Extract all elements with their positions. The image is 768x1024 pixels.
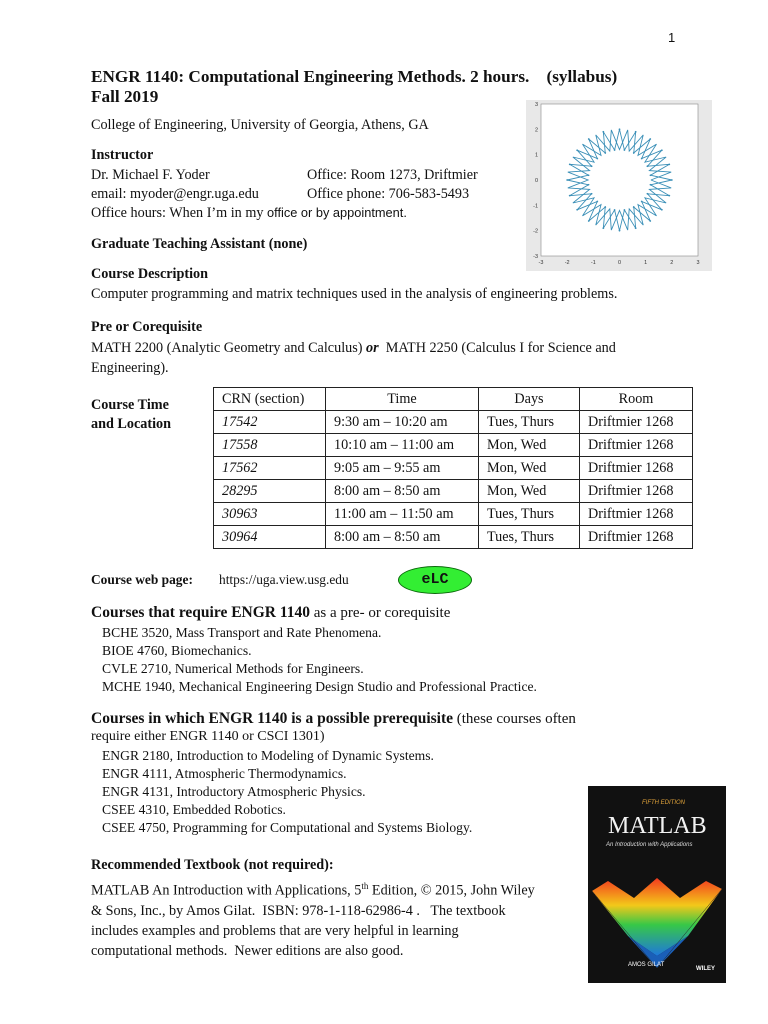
ring-point [602, 227, 604, 229]
schedule-header-row [214, 388, 693, 411]
title-line-1: ENGR 1140: Computational Engineering Methods. 2 hours. (syllabus) [91, 67, 618, 86]
y-tick-label: 3 [534, 102, 538, 108]
y-tick-label: -1 [533, 203, 538, 210]
ring-point [596, 158, 598, 160]
title-line-2: Fall 2019 [91, 87, 159, 106]
instructor-heading: Instructor [91, 147, 154, 163]
x-tick-label: 0 [617, 260, 622, 266]
course-location-label: and Location [91, 416, 172, 432]
cover-publisher: WILEY [696, 966, 715, 972]
schedule-table [213, 387, 693, 549]
possible-heading-rest: (these courses often [453, 711, 576, 727]
instructor-name: Dr. Michael F. Yoder [91, 167, 210, 183]
requires-heading-bold: Courses that require ENGR 1140 [91, 604, 311, 621]
x-tick-label: -3 [538, 260, 544, 266]
page-number: 1 [668, 30, 676, 45]
list-item: ENGR 4131, Introductory Atmospheric Physics. [102, 784, 366, 799]
possible-heading [91, 709, 576, 729]
textbook-sup: th [361, 881, 369, 891]
time-cell: 9:30 am – 10:20 am [326, 411, 479, 434]
time-cell: 11:00 am – 11:50 am [326, 503, 479, 526]
circle-plot [526, 100, 712, 271]
y-tick-label: -3 [533, 254, 538, 260]
crn-cell: 28295 [214, 480, 326, 503]
ring-point [619, 230, 621, 232]
room-cell: Driftmier 1268 [580, 503, 693, 526]
table-row [214, 411, 693, 434]
ring-point [649, 220, 651, 222]
y-tick-label: 1 [534, 152, 538, 159]
textbook-line-3: includes examples and problems that are very helpful in learning [91, 922, 459, 939]
schedule-table-wrap [213, 387, 693, 549]
requires-list [102, 624, 537, 696]
ring-point [569, 163, 571, 165]
x-tick-label: 2 [670, 260, 674, 266]
ring-point [641, 201, 643, 203]
crn-cell: 30963 [214, 503, 326, 526]
ring-point [596, 201, 598, 203]
possible-heading-line2: require either ENGR 1140 or CSCI 1301) [91, 729, 325, 744]
requires-heading [91, 603, 450, 623]
ring-point [635, 227, 637, 229]
textbook-heading: Recommended Textbook (not required): [91, 857, 334, 873]
web-page-label: Course web page: [91, 572, 193, 587]
prereq-line-2: Engineering). [91, 360, 169, 376]
ring-point [576, 209, 578, 211]
y-tick-label: -2 [533, 228, 538, 235]
ring-point [624, 149, 626, 151]
ring-point [604, 152, 606, 154]
days-cell: Tues, Thurs [479, 503, 580, 526]
crn-cell: 17542 [214, 411, 326, 434]
ring-point [661, 209, 663, 211]
y-tick-label: 2 [534, 127, 538, 134]
college-line: College of Engineering, University of Georgia, Athens, GA [91, 117, 429, 133]
table-row [214, 503, 693, 526]
ring-point [591, 165, 593, 167]
x-tick-label: 1 [644, 260, 648, 266]
instructor-office: Office: Room 1273, Driftmier [307, 167, 478, 183]
list-item: BCHE 3520, Mass Transport and Rate Phenomena. [102, 625, 382, 640]
textbook-line-1 [91, 876, 535, 901]
header-room: Room [580, 388, 693, 411]
ring-point [604, 206, 606, 208]
cover-edition: FIFTH EDITION [642, 800, 685, 806]
ring-point [633, 152, 635, 154]
ring-point [588, 220, 590, 222]
list-item: CSEE 4750, Programming for Computational and Systems Biology. [102, 820, 473, 835]
header-crn: CRN (section) [214, 388, 326, 411]
ring-point [649, 138, 651, 140]
ring-point [668, 195, 670, 197]
days-cell: Tues, Thurs [479, 526, 580, 549]
room-cell: Driftmier 1268 [580, 480, 693, 503]
textbook-line-1b: Edition, © 2015, John Wiley [368, 882, 535, 899]
table-row [214, 526, 693, 549]
description-text: Computer programming and matrix techniques used in the analysis of engineering problems. [91, 286, 618, 302]
ring-point [647, 193, 649, 195]
header-days: Days [479, 388, 580, 411]
ring-point [619, 128, 621, 130]
cover-title: MATLAB [608, 813, 707, 839]
days-cell: Mon, Wed [479, 434, 580, 457]
list-item: MCHE 1940, Mechanical Engineering Design Studio and Professional Practice. [102, 679, 537, 694]
time-cell: 8:00 am – 8:50 am [326, 526, 479, 549]
gta-heading: Graduate Teaching Assistant (none) [91, 236, 308, 252]
ring-point [588, 184, 590, 186]
office-hours-prefix: Office hours: When I’m in my [91, 205, 267, 221]
office-hours [91, 203, 407, 223]
prereq-or: or [366, 340, 379, 356]
table-row [214, 457, 693, 480]
days-cell: Mon, Wed [479, 457, 580, 480]
ring-point [661, 149, 663, 151]
textbook-line-4: computational methods. Newer editions are also good. [91, 942, 404, 959]
header-time: Time [326, 388, 479, 411]
x-tick-label: -2 [564, 260, 570, 266]
ring-point [635, 131, 637, 133]
ring-point [576, 149, 578, 151]
x-tick-label: -1 [590, 260, 596, 266]
list-item: ENGR 2180, Introduction to Modeling of Dynamic Systems. [102, 748, 434, 763]
elc-badge[interactable]: eLC [398, 566, 472, 594]
table-row [214, 480, 693, 503]
circle-plot-svg [526, 100, 712, 271]
ring-point [602, 131, 604, 133]
ring-point [591, 193, 593, 195]
instructor-phone: Office phone: 706-583-5493 [307, 186, 470, 202]
possible-heading-bold: Courses in which ENGR 1140 is a possible prerequisite [91, 710, 454, 727]
office-hours-suffix: office or by appointment. [267, 205, 407, 220]
textbook-text [91, 876, 535, 961]
textbook-cover [588, 786, 726, 983]
y-tick-label: 0 [534, 178, 538, 184]
ring-point [624, 209, 626, 211]
ring-point [588, 174, 590, 176]
plot-axes-box [541, 104, 698, 256]
web-page-url[interactable]: https://uga.view.usg.edu [219, 572, 349, 587]
ring-point [650, 184, 652, 186]
ring-point [641, 158, 643, 160]
list-item: CVLE 2710, Numerical Methods for Engineers. [102, 661, 364, 676]
crn-cell: 30964 [214, 526, 326, 549]
table-row [214, 434, 693, 457]
time-cell: 9:05 am – 9:55 am [326, 457, 479, 480]
prereq-heading: Pre or Corequisite [91, 319, 203, 335]
cover-author: AMOS GILAT [628, 962, 665, 968]
room-cell: Driftmier 1268 [580, 434, 693, 457]
crn-cell: 17562 [214, 457, 326, 480]
prereq-line-1 [91, 338, 616, 358]
days-cell: Tues, Thurs [479, 411, 580, 434]
x-tick-label: 3 [696, 260, 700, 266]
textbook-line-2: & Sons, Inc., by Amos Gilat. ISBN: 978-1-118-62986-4 . The textbook [91, 902, 506, 919]
cover-subtitle: An Introduction with Applications [606, 842, 693, 848]
list-item: ENGR 4111, Atmospheric Thermodynamics. [102, 766, 347, 781]
time-cell: 10:10 am – 11:00 am [326, 434, 479, 457]
ring-point [650, 174, 652, 176]
cover-surface [592, 878, 722, 956]
time-cell: 8:00 am – 8:50 am [326, 480, 479, 503]
ring-point [633, 206, 635, 208]
prereq-math2200: MATH 2200 (Analytic Geometry and Calculus) [91, 340, 367, 356]
crn-cell: 17558 [214, 434, 326, 457]
list-item: CSEE 4310, Embedded Robotics. [102, 802, 286, 817]
ring-point [588, 138, 590, 140]
ring-point [647, 165, 649, 167]
room-cell: Driftmier 1268 [580, 526, 693, 549]
ring-point [614, 209, 616, 211]
days-cell: Mon, Wed [479, 480, 580, 503]
ring-point [668, 163, 670, 165]
possible-list [102, 747, 472, 837]
ring-point [614, 149, 616, 151]
textbook-line-1a: MATLAB An Introduction with Applications, 5 [91, 882, 362, 899]
prereq-math2250: MATH 2250 (Calculus I for Science and [378, 340, 616, 356]
course-time-label: Course Time [91, 397, 169, 413]
instructor-email: email: myoder@engr.uga.edu [91, 186, 259, 202]
room-cell: Driftmier 1268 [580, 411, 693, 434]
list-item: BIOE 4760, Biomechanics. [102, 643, 252, 658]
requires-heading-rest: as a pre- or corequisite [310, 605, 451, 621]
room-cell: Driftmier 1268 [580, 457, 693, 480]
description-heading: Course Description [91, 266, 209, 282]
ring-point [569, 195, 571, 197]
ring-point [671, 179, 673, 181]
ring-point [566, 179, 568, 181]
